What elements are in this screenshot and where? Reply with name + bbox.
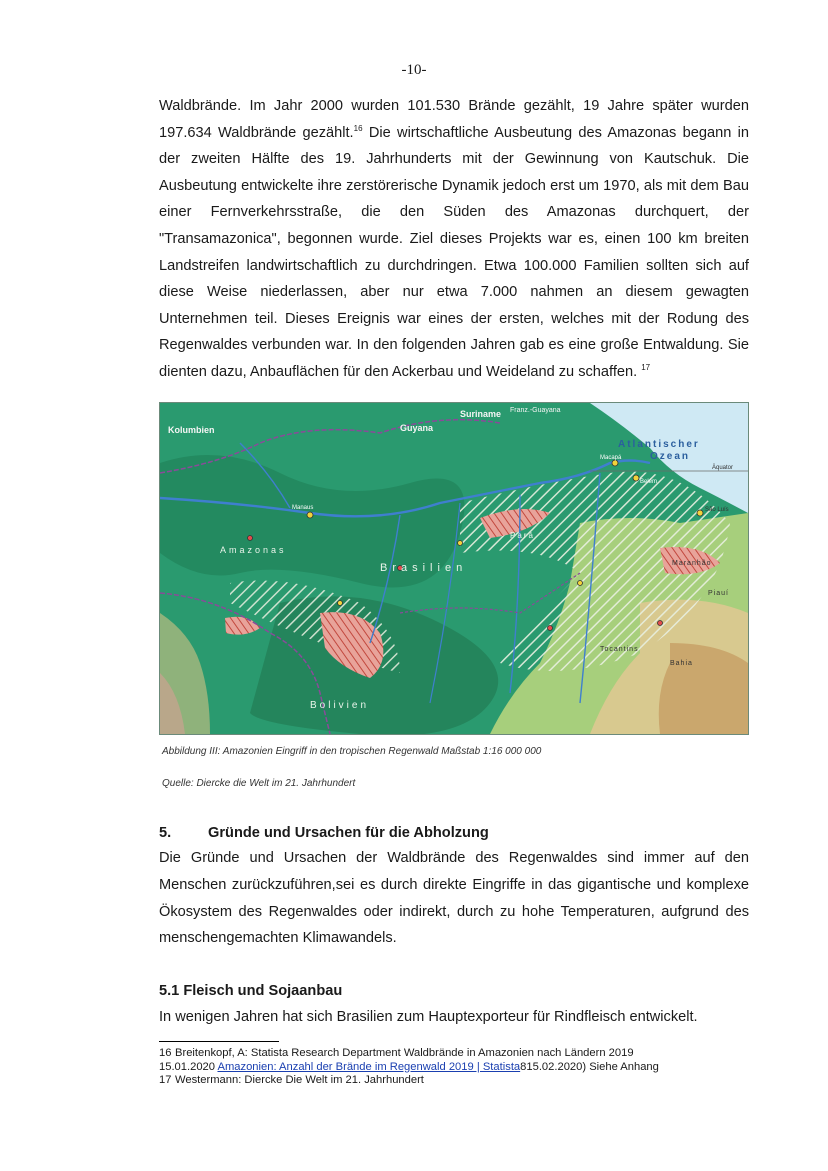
statista-link[interactable]: Amazonien: Anzahl der Brände im Regenwald 2019 | Statista [217, 1060, 521, 1073]
page-number: -10- [401, 62, 427, 78]
section-5-number: 5. [159, 825, 172, 841]
footnote-text: Westermann: Diercke Die Welt im 21. Jahrhundert [175, 1074, 424, 1086]
map-city-saoluis [697, 510, 703, 516]
map-label-franz-guayana: Franz.-Guayana [510, 407, 561, 414]
footnote-number: 16 [159, 1047, 172, 1059]
footnote-suffix: 815.02.2020) Siehe Anhang [520, 1060, 659, 1073]
map-city-1 [578, 581, 583, 586]
map-label-suriname: Suriname [460, 409, 502, 419]
section-5-paragraph: Die Gründe und Ursachen der Waldbrände des Regenwaldes sind immer auf den Menschen zurückzuführen,sei es durch direkte Eingriffe in das gigantische und komplexe Ökosystem des Regenwaldes oder indirekt, durch zu hohe Temperaturen, aufgrund des menschengemachten Klimawandels. [159, 850, 749, 947]
map-label-kolumbien: Kolumbien [168, 425, 215, 435]
footnote-divider [159, 1041, 279, 1042]
map-label-macapa: Macapá [600, 455, 622, 461]
map-label-belem: Belém [640, 479, 658, 485]
figure-source: Quelle: Diercke die Welt im 21. Jahrhundert [162, 778, 356, 789]
map-label-aquator: Äquator [712, 465, 734, 471]
footnote-ref-17[interactable]: 17 [641, 363, 651, 373]
map-site-3 [548, 626, 553, 631]
section-5-1-heading: 5.1 Fleisch und Sojaanbau [159, 983, 343, 999]
map-city-3 [458, 541, 463, 546]
intro-text-b: Die wirtschaftliche Ausbeutung des Amazonas begann in der zweiten Hälfte des 19. Jahrhunderts mit der Gewinnung von Kautschuk. Die Ausbeutung entwickelte ihre zerstörerische Dynamik jedoch erst um 1970, als mit dem Bau einer Fernverkehrsstraße, die den Süden des Amazonas durchquert, der "Transamazonica", begonnen wurde. Ziel dieses Projekts war es, einen 100 km breiten Landstreifen landwirtschaftlich zu durchdringen. Etwa 100.000 Familien sollten sich auf diese Weise niederlassen, aber nur etwa 7.000 nahmen an diesem gewagten Unternehmen teil. Dieses Ereignis war eines der ersten, welches mit der Rodung des Regenwaldes verbunden war. In den folgenden Jahren gab es eine große Entwaldung. Sie dienten dazu, Anbauflächen für den Ackerbau und Weideland zu schaffen. [159, 124, 749, 380]
map-label-amazonas: Amazonas [220, 545, 287, 555]
map-site-4 [658, 621, 663, 626]
footnote-date: 15.01.2020 [159, 1060, 218, 1073]
map-label-para: Pará [510, 531, 535, 540]
map-label-manaus: Manaus [292, 505, 314, 511]
footnote-16 [159, 1047, 759, 1061]
footnotes [159, 1047, 759, 1088]
map-label-atlantic-1: Atlantischer [618, 439, 700, 450]
section-5-title: Gründe und Ursachen für die Abholzung [208, 825, 489, 841]
map-label-bolivien: Bolivien [310, 700, 370, 711]
footnote-number: 17 [159, 1074, 172, 1086]
map-label-piaui: Piauí [708, 590, 729, 597]
map-label-sao-luis: São Luís [705, 507, 729, 513]
map-label-bahia: Bahia [670, 660, 693, 667]
section-5-heading [159, 825, 489, 841]
map-label-maranhao: Maranhão [672, 560, 712, 567]
section-5-1-paragraph: In wenigen Jahren hat sich Brasilien zum Hauptexporteur für Rindfleisch entwickelt. [159, 1009, 698, 1025]
map-label-guyana: Guyana [400, 423, 434, 433]
amazon-map-figure [159, 402, 749, 735]
map-highlands [659, 643, 748, 734]
map-label-brasilien: Brasilien [380, 562, 468, 574]
amazon-map [160, 403, 748, 734]
intro-paragraph [159, 93, 749, 386]
map-label-atlantic-2: Ozean [650, 451, 691, 462]
map-site-1 [248, 536, 253, 541]
footnote-16-continued [159, 1061, 759, 1075]
map-city-belem [633, 475, 639, 481]
footnote-text: Breitenkopf, A: Statista Research Department Waldbrände in Amazonien nach Ländern 2019 [175, 1047, 634, 1059]
figure-caption: Abbildung III: Amazonien Eingriff in den tropischen Regenwald Maßstab 1:16 000 000 [162, 746, 542, 757]
map-label-tocantins: Tocantins [600, 646, 639, 653]
footnote-17 [159, 1074, 759, 1088]
map-city-2 [338, 601, 343, 606]
footnote-ref-16[interactable]: 16 [353, 123, 363, 133]
intro-text-a: Waldbrände. Im Jahr 2000 wurden 101.530 Brände gezählt, 19 Jahre später wurden 197.634 Waldbrände gezählt. [159, 98, 749, 141]
map-city-manaus [307, 512, 313, 518]
